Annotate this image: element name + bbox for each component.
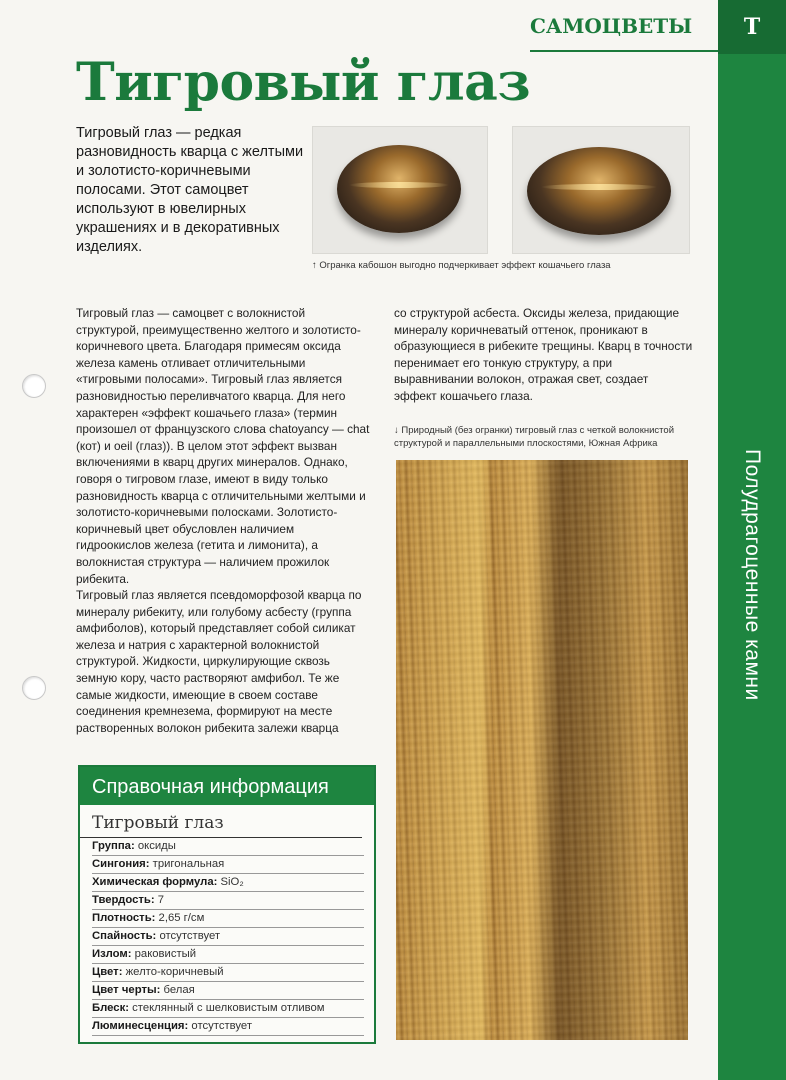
reference-key: Химическая формула: [92,876,218,888]
reference-key: Цвет: [92,966,123,978]
reference-value: отсутствует [191,1020,253,1032]
side-category-label [722,430,782,720]
reference-value: раковистый [134,948,197,960]
body-column-2: со структурой асбеста. Оксиды железа, придающие минералу коричневатый оттенок, проникают в образующиеся в рибеките трещины. Кварц в точности перенимает его тонкую структуру, а при выравнивании волокон, отражая свет, создает эффект кошачьего глаза. [394,306,693,403]
section-label: САМОЦВЕТЫ [530,14,693,38]
reference-key: Твердость: [92,894,155,906]
reference-row [92,856,364,874]
reference-properties [80,838,374,1036]
rough-tigers-eye-photo [396,460,688,1040]
section-rule [530,50,718,52]
reference-stone-name: Тигровый глаз [80,805,362,838]
section-letter: Т [743,14,761,40]
reference-value: стеклянный с шелковистым отливом [132,1002,325,1014]
body-column-1 [76,305,370,736]
cabochon-photo-1 [312,126,488,254]
reference-value: оксиды [137,840,176,852]
stone-photo-caption: ↓ Природный (без огранки) тигровый глаз с четкой волокнистой структурой и параллельными плоскостями, Южная Африка [394,425,674,449]
reference-value: желто-коричневый [125,966,224,978]
binder-hole [22,374,46,398]
reference-value: тригональная [152,858,225,870]
reference-row [92,928,364,946]
reference-value: SiO₂ [220,876,244,888]
reference-key: Плотность: [92,912,156,924]
cabochon-caption: ↑ Огранка кабошон выгодно подчеркивает эффект кошачьего глаза [312,260,611,271]
cabochon-stone [337,145,461,233]
reference-key: Сингония: [92,858,150,870]
reference-value: белая [163,984,195,996]
reference-key: Излом: [92,948,132,960]
reference-key: Группа: [92,840,135,852]
cabochon-photo-2 [512,126,690,254]
reference-row [92,1000,364,1018]
reference-value: отсутствует [159,930,221,942]
reference-header: Справочная информация [80,767,374,805]
reference-row [92,892,364,910]
body-paragraph-2: Тигровый глаз является псевдоморфозой кварца по минералу рибекиту, или голубому асбесту (группа амфиболов), который представляет собой силикат железа и натрия с характерной волокнистой структурой. Жидкости, циркулирующие сквозь земную кору, часто растворяют амфибол. Те же самые жидкости, имеющие в своем составе соединения кремнезема, формируют на месте растворенных волокон рибекита залежи кварца [76,588,362,735]
reference-row [92,946,364,964]
binder-hole [22,676,46,700]
reference-row [92,982,364,1000]
reference-key: Блеск: [92,1002,129,1014]
cabochon-stone [527,147,671,235]
reference-key: Люминесценция: [92,1020,189,1032]
reference-row [92,1018,364,1036]
reference-info-box [78,765,376,1044]
reference-row [92,874,364,892]
reference-row [92,838,364,856]
reference-key: Спайность: [92,930,157,942]
side-category-text: Полудрагоценные камни [741,449,764,701]
reference-row [92,964,364,982]
reference-row [92,910,364,928]
body-paragraph-1: Тигровый глаз — самоцвет с волокнистой структурой, преимущественно желтого и золотисто-коричневого цвета. Благодаря примесям оксида железа камень отливает отличительными «тигровыми полосами». Тигровый глаз является разновидностью переливчатого кварца. Для него характерен «эффект кошачьего глаза» (термин произошел от французского слова chatoyancy — chat (кот) и oeil (глаз)). В целом этот эффект вызван включениями в кварц других минералов. Однако, говоря о тигровом глазе, имеют в виду только разновидность кварца с отличительными желтыми и золотисто-коричневыми полосками. Золотисто-коричневый цвет обусловлен наличием гидроокислов железа (гетита и лимонита), а волокнистая структура — наличием прожилок рибекита. [76,306,370,586]
intro-text: Тигровый глаз — редкая разновидность кварца с желтыми и золотисто-коричневыми полосами. Этот самоцвет используют в ювелирных украшениях и в декоративных изделиях. [76,125,304,255]
reference-key: Цвет черты: [92,984,161,996]
reference-value: 7 [157,894,165,906]
page-title: Тигровый глаз [76,52,531,113]
reference-value: 2,65 г/см [158,912,205,924]
